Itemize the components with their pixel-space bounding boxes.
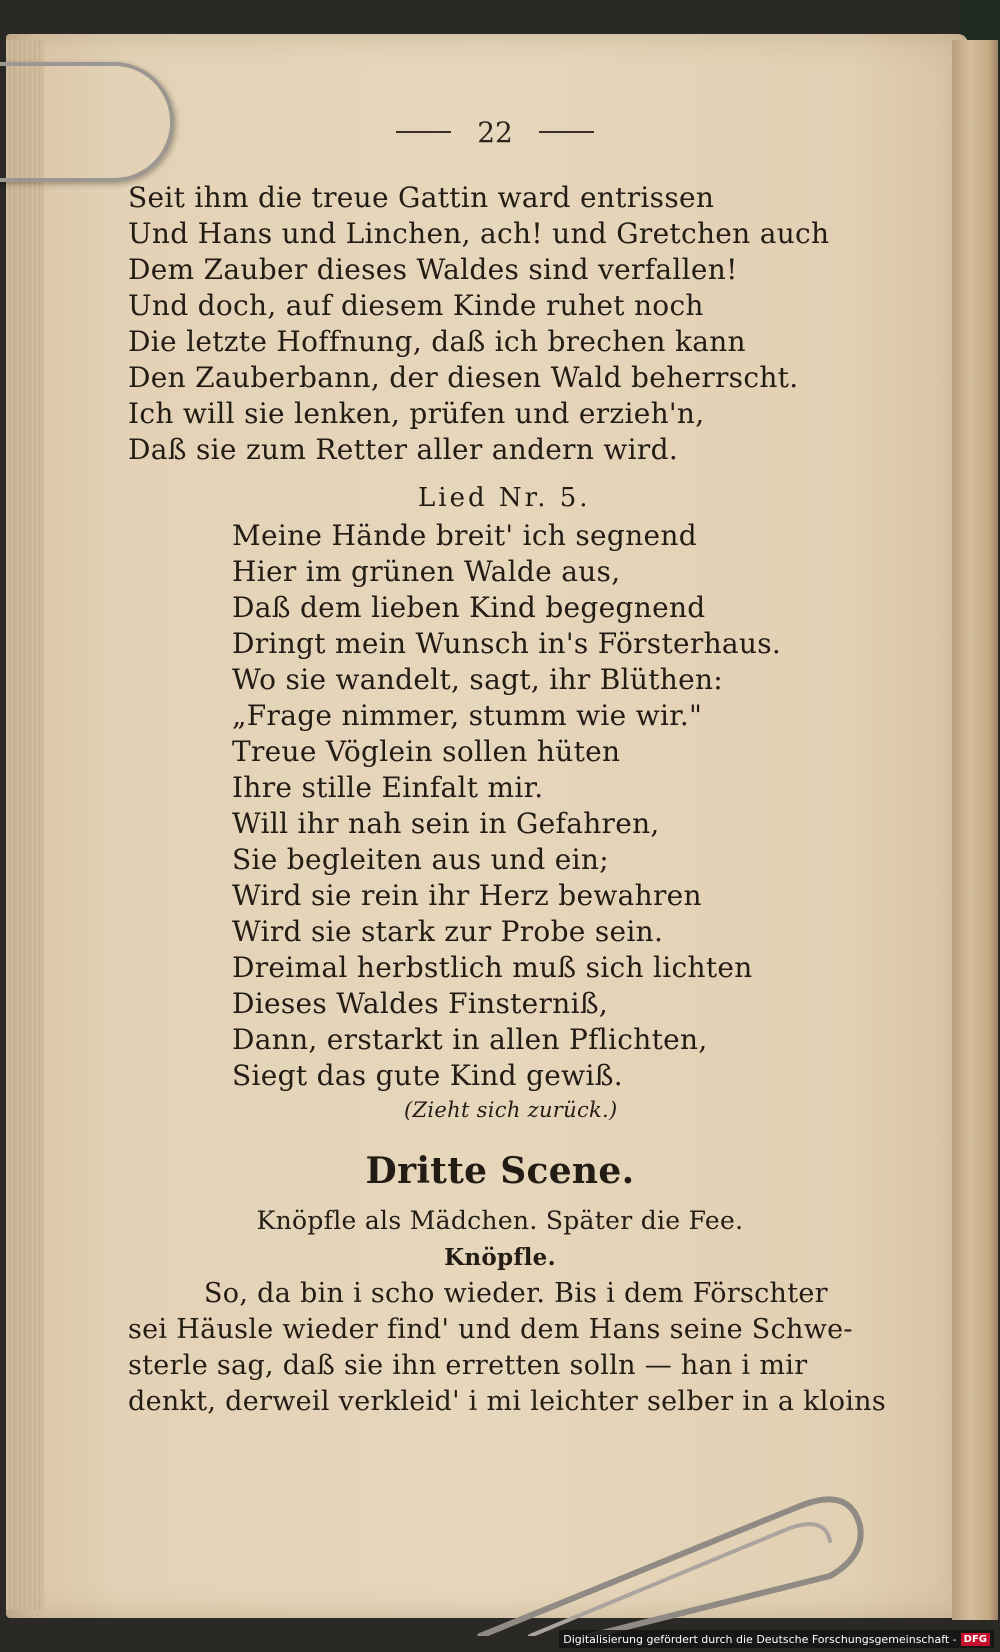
song-line: Siegt das gute Kind gewiß. <box>232 1059 623 1092</box>
song-verse <box>232 518 781 1094</box>
song-line: „Frage nimmer, stumm wie wir." <box>232 699 703 732</box>
song-line: Hier im grünen Walde aus, <box>232 555 621 588</box>
prose-paragraph <box>128 1276 944 1420</box>
prose-line: So, da bin i scho wieder. Bis i dem Förschter <box>204 1278 828 1309</box>
credit-text: Digitalisierung gefördert durch die Deutsche Forschungsgemeinschaft - <box>563 1632 957 1646</box>
prose-line: sei Häusle wieder find' und dem Hans seine Schwe- <box>128 1314 853 1345</box>
verse-line: Seit ihm die treue Gattin ward entrissen <box>128 181 715 214</box>
digitization-credit <box>559 1630 994 1648</box>
verse-line: Ich will sie lenken, prüfen und erzieh'n, <box>128 397 705 430</box>
verse-line: Und doch, auf diesem Kinde ruhet noch <box>128 289 704 322</box>
page-number: 22 <box>477 115 513 149</box>
song-line: Ihre stille Einfalt mir. <box>232 771 544 804</box>
song-line: Dreimal herbstlich muß sich lichten <box>232 951 753 984</box>
verse-line: Und Hans und Linchen, ach! und Gretchen auch <box>128 217 830 250</box>
song-line: Wo sie wandelt, sagt, ihr Blüthen: <box>232 663 724 696</box>
song-line: Will ihr nah sein in Gefahren, <box>232 807 660 840</box>
header-rule-left <box>396 131 451 133</box>
page-header <box>370 112 620 152</box>
verse-line: Dem Zauber dieses Waldes sind verfallen! <box>128 253 738 286</box>
page-stack-edge-left <box>6 40 44 1610</box>
header-rule-right <box>539 131 594 133</box>
song-line: Wird sie stark zur Probe sein. <box>232 915 664 948</box>
page-stack-edge-right <box>952 40 998 1620</box>
song-line: Dieses Waldes Finsterniß, <box>232 987 609 1020</box>
prose-line: sterle sag, daß sie ihn erretten solln — han i mir <box>128 1350 808 1381</box>
dfg-logo: DFG <box>961 1633 990 1646</box>
song-line: Daß dem lieben Kind begegnend <box>232 591 706 624</box>
prose-line: denkt, derweil verkleid' i mi leichter selber in a kloins <box>128 1386 887 1417</box>
speaker-name: Knöpfle. <box>444 1244 556 1271</box>
dialogue-verse <box>128 180 829 468</box>
song-line: Treue Vöglein sollen hüten <box>232 735 621 768</box>
song-line: Sie begleiten aus und ein; <box>232 843 609 876</box>
song-line: Dringt mein Wunsch in's Försterhaus. <box>232 627 782 660</box>
song-line: Dann, erstarkt in allen Pflichten, <box>232 1023 708 1056</box>
verse-line: Die letzte Hoffnung, daß ich brechen kann <box>128 325 746 358</box>
stage-direction: (Zieht sich zurück.) <box>404 1098 618 1122</box>
song-line: Meine Hände breit' ich segnend <box>232 519 697 552</box>
paper-clip-top <box>0 62 174 182</box>
verse-line: Den Zauberbann, der diesen Wald beherrscht. <box>128 361 799 394</box>
scene-characters: Knöpfle als Mädchen. Später die Fee. <box>256 1206 744 1235</box>
scene-title: Dritte Scene. <box>365 1150 635 1192</box>
song-line: Wird sie rein ihr Herz bewahren <box>232 879 702 912</box>
paper-clip-bottom <box>470 1486 870 1636</box>
verse-line: Daß sie zum Retter aller andern wird. <box>128 433 679 466</box>
song-title: Lied Nr. 5. <box>418 483 591 513</box>
